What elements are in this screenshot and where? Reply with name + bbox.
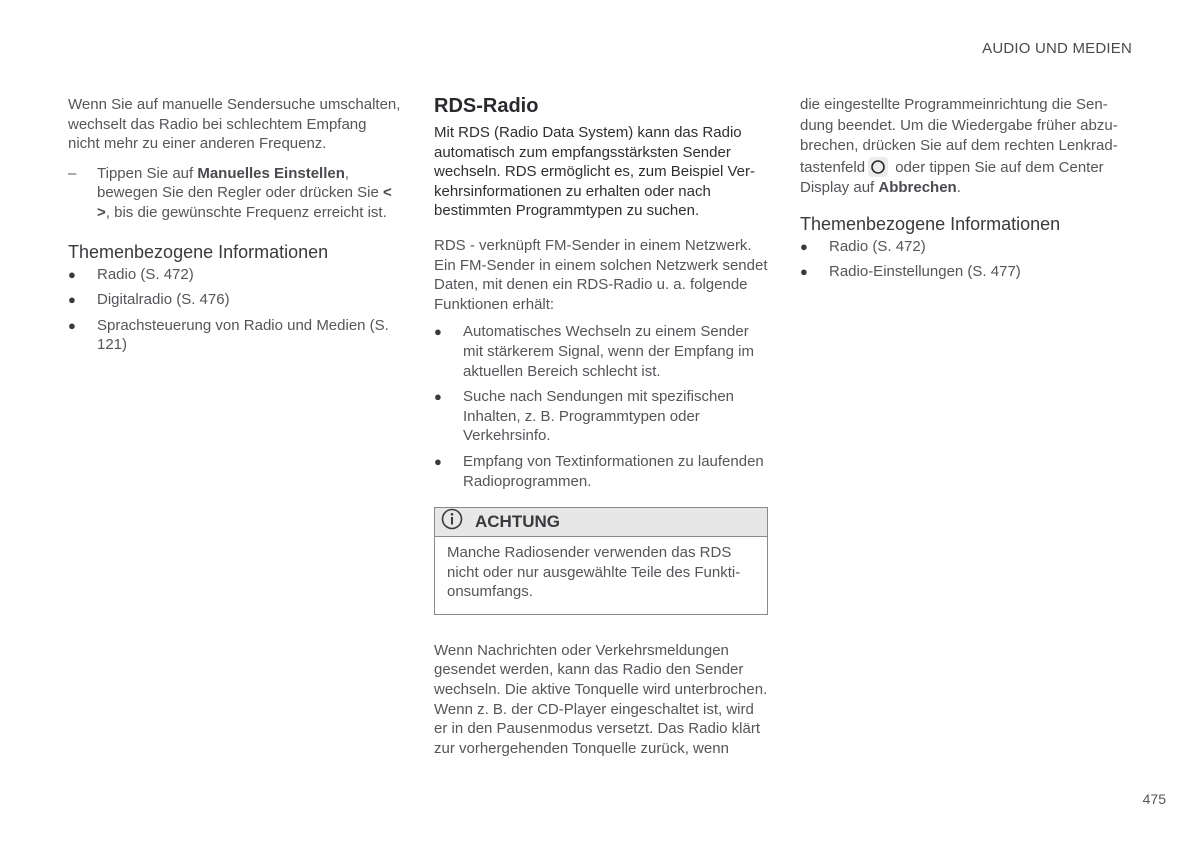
- related-heading: Themenbezogene Informationen: [800, 213, 1061, 234]
- continued-mid: oder tippen Sie auf dem Center Display auf: [800, 158, 1104, 196]
- related-item[interactable]: [800, 262, 1134, 282]
- feature-text: Suche nach Sendungen mit spezifischen Inhalten, z. B. Programmtypen oder Verkehrsinfo.: [463, 388, 735, 445]
- circle-button-icon: [868, 157, 888, 177]
- bullet: ●: [800, 264, 808, 280]
- related-list: [800, 237, 1134, 282]
- bullet: ●: [434, 324, 442, 340]
- related-item[interactable]: [68, 290, 402, 310]
- continued-paragraph: [800, 95, 1134, 199]
- lead-paragraph: Mit RDS (Radio Data System) kann das Radio automatisch zum empfangsstärksten Sender wechseln. RDS ermöglicht es, zum Beispiel Verkehrsinformationen zu erhalten oder nach bestimmten Programmtypen zu suchen.: [434, 124, 755, 220]
- bullet: ●: [434, 453, 442, 469]
- step-pre: Tippen Sie auf: [97, 164, 198, 182]
- info-icon: [441, 508, 463, 536]
- feature-item: [434, 322, 768, 381]
- feature-item: [434, 387, 768, 446]
- note-header: [435, 508, 767, 537]
- related-link-radio[interactable]: Radio (S. 472): [97, 265, 194, 283]
- page-number: 475: [1142, 791, 1166, 807]
- bullet: ●: [68, 292, 76, 308]
- note-title: ACHTUNG: [475, 512, 560, 532]
- related-link-radio[interactable]: Radio (S. 472): [829, 237, 926, 255]
- related-item[interactable]: [68, 265, 402, 285]
- cancel-term: Abbrechen: [878, 179, 957, 196]
- rds-paragraph: RDS - verknüpft FM-Sender in einem Netzwerk. Ein FM-Sender in einem solchen Netzwerk sendet Daten, mit denen ein RDS-Radio u. a. folgende Funktionen erhält:: [434, 236, 768, 313]
- column-2: [434, 95, 768, 758]
- traffic-paragraph: Wenn Nachrichten oder Verkehrsmeldungen gesendet werden, kann das Radio den Sender wechseln. Die aktive Tonquelle wird unterbrochen. Wenn z. B. der CD-Player eingeschaltet ist, wird er in den Pausenmodus versetzt. Das Radio klärt zur vorhergehenden Tonquelle zurück, wenn: [434, 641, 768, 757]
- related-heading: Themenbezogene Informationen: [68, 241, 329, 262]
- feature-text: Empfang von Textinformationen zu laufenden Radioprogrammen.: [463, 452, 764, 490]
- column-1: [68, 95, 402, 361]
- feature-text: Automatisches Wechseln zu einem Sender mit stärkerem Signal, wenn der Empfang im aktuellen Bereich schlecht ist.: [463, 323, 754, 380]
- instruction-step: [68, 164, 402, 223]
- bullet: ●: [800, 238, 808, 254]
- related-item[interactable]: [68, 316, 402, 355]
- bullet: ●: [434, 389, 442, 405]
- note-box: [434, 507, 768, 615]
- step-keys: < >: [97, 184, 392, 221]
- related-item[interactable]: [800, 237, 1134, 257]
- feature-item: [434, 452, 768, 491]
- related-link-radio-settings[interactable]: Radio-Einstellungen (S. 477): [829, 263, 1021, 281]
- note-body: Manche Radiosender verwenden das RDS nicht oder nur ausgewählte Teile des Funktionsumfangs.: [447, 544, 741, 601]
- continued-post: .: [956, 179, 961, 196]
- running-head: AUDIO UND MEDIEN: [982, 40, 1132, 57]
- step-dash: –: [68, 164, 77, 182]
- step-mid: , bewegen Sie den Regler oder drücken Sie: [97, 164, 384, 202]
- section-title: RDS-Radio: [434, 95, 539, 117]
- step-term-manual-tuning: Manuelles Einstellen: [197, 164, 345, 182]
- continued-text: die eingestellte Programmeinrichtung die Sendung beendet. Um die Wiedergabe früher abzubrechen, drücken Sie auf dem rechten Lenkradtastenfeld: [800, 96, 1118, 176]
- related-list: [68, 265, 402, 355]
- column-3: [800, 95, 1134, 288]
- bullet: ●: [68, 317, 76, 333]
- feature-list: [434, 322, 768, 491]
- related-link-voice-control[interactable]: Sprachsteuerung von Radio und Medien (S. 121): [97, 316, 389, 354]
- related-link-digitalradio[interactable]: Digitalradio (S. 476): [97, 291, 230, 309]
- step-text: [97, 164, 402, 223]
- intro-paragraph: Wenn Sie auf manuelle Sendersuche umschalten, wechselt das Radio bei schlechtem Empfang nicht mehr zu einer anderen Frequenz.: [68, 96, 401, 153]
- bullet: ●: [68, 266, 76, 282]
- step-post: , bis die gewünschte Frequenz erreicht ist.: [105, 203, 387, 221]
